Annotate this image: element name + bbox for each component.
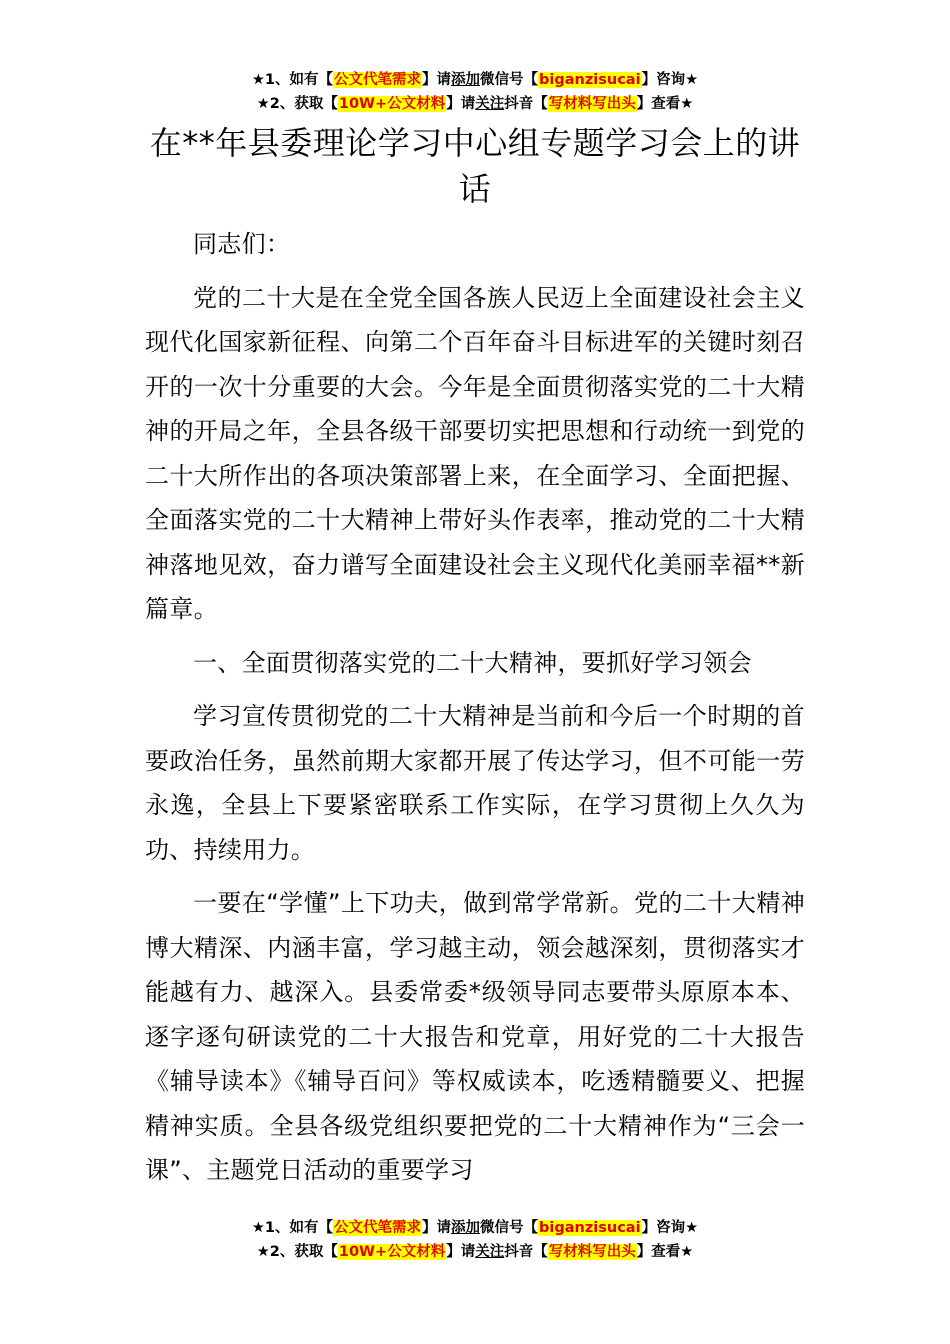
banner-text: 】请: [446, 96, 476, 112]
banner-highlight: 10W+公文材料: [338, 1244, 446, 1260]
banner-text: 抖音【: [504, 96, 548, 112]
banner-underlined: 关注: [475, 96, 505, 112]
banner-underlined: 添加: [451, 1220, 481, 1236]
banner-line-2: [0, 1240, 950, 1264]
banner-highlight: biganzisucai: [539, 1220, 641, 1236]
banner-line-1: [0, 68, 950, 92]
banner-highlight: 公文代笔需求: [334, 1220, 422, 1236]
banner-text: ★1、如有【: [251, 1220, 334, 1236]
banner-highlight: 写材料写出头: [548, 96, 636, 112]
banner-underlined: 添加: [451, 72, 481, 88]
banner-highlight: biganzisucai: [539, 72, 641, 88]
section-heading: 一、全面贯彻落实党的二十大精神，要抓好学习领会: [193, 648, 752, 677]
banner-text: 】请: [422, 72, 452, 88]
banner-highlight: 写材料写出头: [548, 1244, 636, 1260]
banner-highlight: 公文代笔需求: [334, 72, 422, 88]
banner-text: 】咨询★: [641, 1220, 699, 1236]
banner-text: 微信号【: [480, 1220, 539, 1236]
paragraph: 一要在“学懂”上下功夫，做到常学常新。党的二十大精神博大精深、内涵丰富，学习越主动，领会越深刻，贯彻落实才能越有力、越深入。县委常委*级领导同志要带头原原本本、逐字逐句研读党的二十大报告和党章，用好党的二十大报告《辅导读本》《辅导百问》等权威读本，吃透精髓要义、把握精神实质。全县各级党组织要把党的二十大精神作为“三会一课”、主题党日活动的重要学习: [145, 889, 806, 1184]
banner-text: 】请: [422, 1220, 452, 1236]
document-body: [145, 222, 805, 1202]
banner-text: 】查看★: [636, 1244, 694, 1260]
banner-text: 】请: [446, 1244, 476, 1260]
banner-underlined: 关注: [475, 1244, 505, 1260]
salutation: 同志们：: [193, 230, 291, 258]
banner-text: 】查看★: [636, 96, 694, 112]
header-banner: [0, 68, 950, 116]
banner-highlight: 10W+公文材料: [338, 96, 446, 112]
document-title: 在**年县委理论学习中心组专题学习会上的讲话: [149, 124, 801, 208]
banner-text: ★2、获取【: [256, 1244, 338, 1260]
banner-text: 】咨询★: [641, 72, 699, 88]
footer-banner: [0, 1216, 950, 1264]
banner-text: ★1、如有【: [251, 72, 334, 88]
banner-text: ★2、获取【: [256, 96, 338, 112]
banner-line-2: [0, 92, 950, 116]
paragraph: 学习宣传贯彻党的二十大精神是当前和今后一个时期的首要政治任务，虽然前期大家都开展了传达学习，但不可能一劳永逸，全县上下要紧密联系工作实际，在学习贯彻上久久为功、持续用力。: [145, 702, 805, 864]
banner-text: 微信号【: [480, 72, 539, 88]
banner-text: 抖音【: [504, 1244, 548, 1260]
paragraph: 党的二十大是在全党全国各族人民迈上全面建设社会主义现代化国家新征程、向第二个百年奋斗目标进军的关键时刻召开的一次十分重要的大会。今年是全面贯彻落实党的二十大精神的开局之年，全县各级干部要切实把思想和行动统一到党的二十大所作出的各项决策部署上来，在全面学习、全面把握、全面落实党的二十大精神上带好头作表率，推动党的二十大精神落地见效，奋力谱写全面建设社会主义现代化美丽幸福**新篇章。: [145, 283, 805, 623]
banner-line-1: [0, 1216, 950, 1240]
